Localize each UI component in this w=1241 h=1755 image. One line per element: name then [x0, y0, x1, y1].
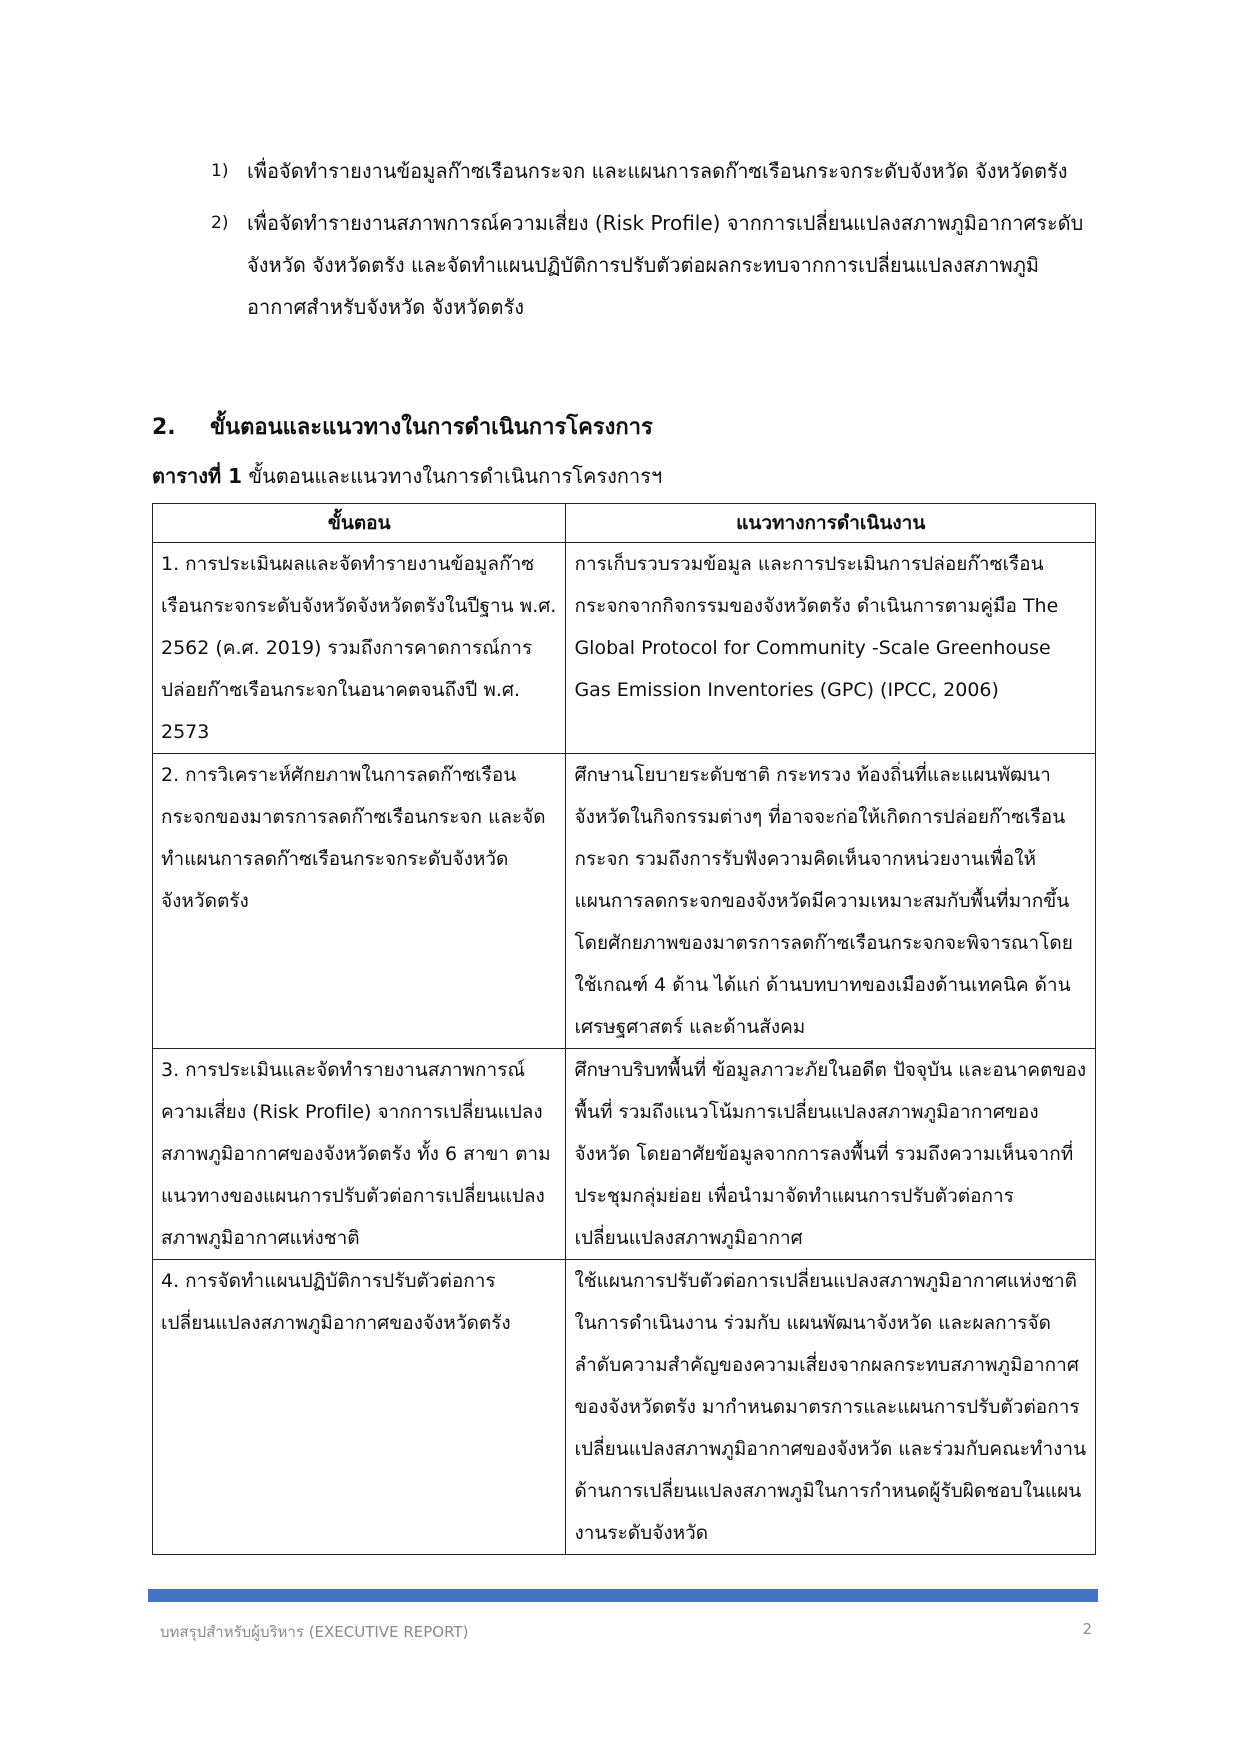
section-heading — [152, 410, 1112, 446]
footer-report-title: บทสรุปสำหรับผู้บริหาร (EXECUTIVE REPORT) — [160, 1623, 469, 1641]
objectives-list — [205, 150, 1095, 338]
guideline-cell: ศึกษาบริบทพื้นที่ ข้อมูลภาวะภัยในอดีต ปัจจุบัน และอนาคตของพื้นที่ รวมถึงแนวโน้มการเปลี่ยนแปลงสภาพภูมิอากาศของจังหวัด โดยอาศัยข้อมูลจากการลงพื้นที่ รวมถึงความเห็นจากที่ประชุมกลุ่มย่อย เพื่อนำมาจัดทำแผนการปรับตัวต่อการเปลี่ยนแปลงสภาพภูมิอากาศ — [566, 1049, 1096, 1260]
objective-number: 2) — [211, 213, 229, 233]
header-step: ขั้นตอน — [153, 504, 566, 543]
step-cell: 4. การจัดทำแผนปฏิบัติการปรับตัวต่อการเปลี่ยนแปลงสภาพภูมิอากาศของจังหวัดตรัง — [153, 1260, 566, 1555]
guideline-cell: ศึกษานโยบายระดับชาติ กระทรวง ท้องถิ่นที่และแผนพัฒนาจังหวัดในกิจกรรมต่างๆ ที่อาจจะก่อให้เกิดการปล่อยก๊าซเรือนกระจก รวมถึงการรับฟังความคิดเห็นจากหน่วยงานเพื่อให้แผนการลดกระจกของจังหวัดมีความเหมาะสมกับพื้นที่มากขึ้น โดยศักยภาพของมาตรการลดก๊าซเรือนกระจกจะพิจารณาโดยใช้เกณฑ์ 4 ด้าน ได้แก่ ด้านบทบาทของเมืองด้านเทคนิค ด้านเศรษฐศาสตร์ และด้านสังคม — [566, 754, 1096, 1049]
guideline-cell: การเก็บรวบรวมข้อมูล และการประเมินการปล่อยก๊าซเรือนกระจกจากกิจกรรมของจังหวัดตรัง ดำเนินการตามคู่มือ The Global Protocol for Community -Scale Greenhouse Gas Emission Inventories (GPC) (IPCC, 2006) — [566, 543, 1096, 754]
objective-item — [205, 202, 1095, 328]
step-cell: 1. การประเมินผลและจัดทำรายงานข้อมูลก๊าซเรือนกระจกระดับจังหวัดจังหวัดตรังในปีฐาน พ.ศ. 2562 (ค.ศ. 2019) รวมถึงการคาดการณ์การปล่อยก๊าซเรือนกระจกในอนาคตจนถึงปี พ.ศ. 2573 — [153, 543, 566, 754]
objective-text: เพื่อจัดทำรายงานข้อมูลก๊าซเรือนกระจก และแผนการลดก๊าซเรือนกระจกระดับจังหวัด จังหวัดตรัง — [247, 159, 1068, 183]
objective-number: 1) — [211, 161, 229, 181]
table-caption-text: ขั้นตอนและแนวทางในการดำเนินการโครงการฯ — [248, 464, 663, 488]
table-row — [153, 1260, 1096, 1555]
guideline-cell: ใช้แผนการปรับตัวต่อการเปลี่ยนแปลงสภาพภูมิอากาศแห่งชาติในการดำเนินงาน ร่วมกับ แผนพัฒนาจังหวัด และผลการจัดลำดับความสำคัญของความเสี่ยงจากผลกระทบสภาพภูมิอากาศของจังหวัดตรัง มากำหนดมาตรการและแผนการปรับตัวต่อการเปลี่ยนแปลงสภาพภูมิอากาศของจังหวัด และร่วมกับคณะทำงานด้านการเปลี่ยนแปลงสภาพภูมิในการกำหนดผู้รับผิดชอบในแผนงานระดับจังหวัด — [566, 1260, 1096, 1555]
steps-table — [152, 503, 1096, 1555]
table-caption — [152, 458, 1112, 494]
section-title: ขั้นตอนและแนวทางในการดำเนินการโครงการ — [210, 415, 653, 440]
page-number: 2 — [1082, 1620, 1092, 1638]
section-number: 2. — [152, 415, 176, 440]
table-caption-label: ตารางที่ 1 — [152, 464, 243, 488]
footer-divider-bar — [148, 1589, 1098, 1602]
table-row — [153, 543, 1096, 754]
table-row — [153, 1049, 1096, 1260]
objective-text: เพื่อจัดทำรายงานสภาพการณ์ความเสี่ยง (Risk Profile) จากการเปลี่ยนแปลงสภาพภูมิอากาศระดับจังหวัด จังหวัดตรัง และจัดทำแผนปฏิบัติการปรับตัวต่อผลกระทบจากการเปลี่ยนแปลงสภาพภูมิอากาศสำหรับจังหวัด จังหวัดตรัง — [247, 211, 1084, 319]
header-guideline: แนวทางการดำเนินงาน — [566, 504, 1096, 543]
step-cell: 3. การประเมินและจัดทำรายงานสภาพการณ์ความเสี่ยง (Risk Profile) จากการเปลี่ยนแปลงสภาพภูมิอากาศของจังหวัดตรัง ทั้ง 6 สาขา ตามแนวทางของแผนการปรับตัวต่อการเปลี่ยนแปลงสภาพภูมิอากาศแห่งชาติ — [153, 1049, 566, 1260]
table-header-row — [153, 504, 1096, 543]
table-row — [153, 754, 1096, 1049]
objective-item — [205, 150, 1095, 192]
step-cell: 2. การวิเคราะห์ศักยภาพในการลดก๊าซเรือนกระจกของมาตรการลดก๊าซเรือนกระจก และจัดทำแผนการลดก๊าซเรือนกระจกระดับจังหวัดจังหวัดตรัง — [153, 754, 566, 1049]
